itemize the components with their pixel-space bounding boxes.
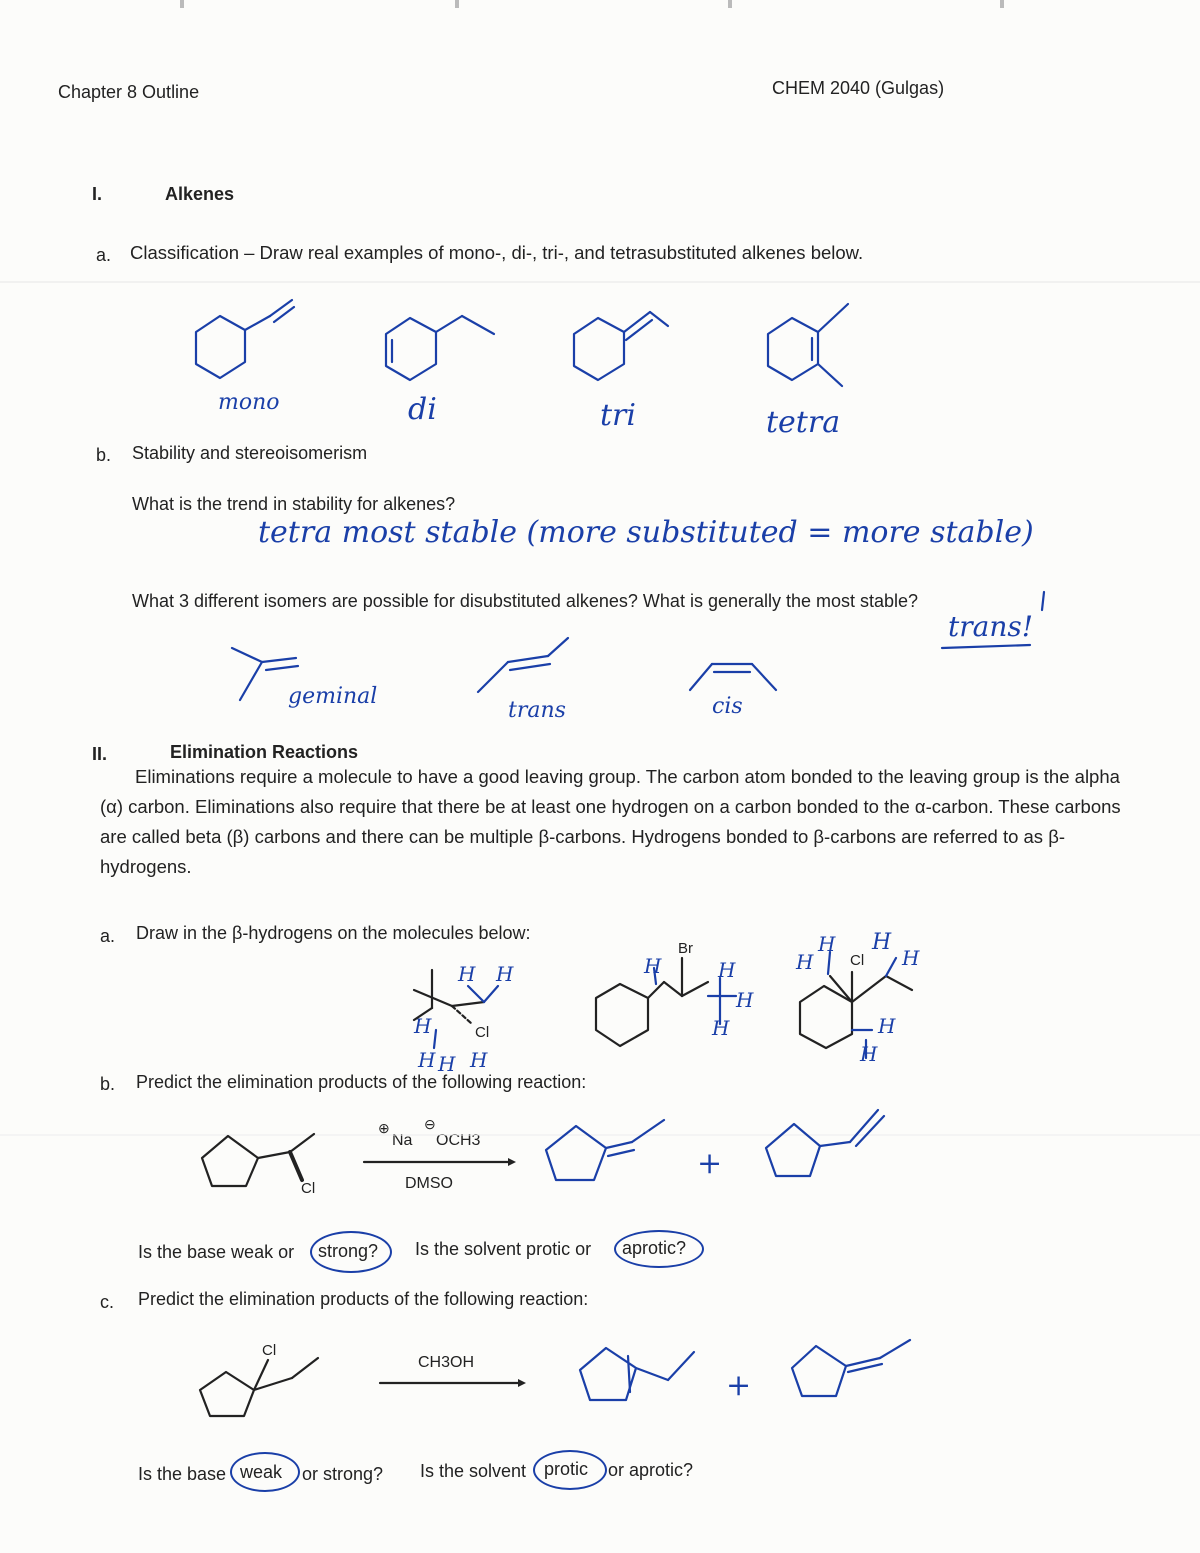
drawn-hydrogen: H	[736, 988, 754, 1012]
header-chapter: Chapter 8 Outline	[58, 82, 200, 102]
question-solvent-b: Is the solvent protic or	[415, 1239, 592, 1259]
drawn-hydrogen: H	[872, 930, 892, 955]
molecule-2-drawing	[596, 958, 708, 1046]
drawn-hydrogen: H	[796, 950, 814, 974]
atom-chlorine: Cl	[262, 1342, 277, 1359]
beta-hydrogen-prompt: Draw in the β-hydrogens on the molecules below:	[136, 923, 531, 943]
answer-solvent-b: aprotic?	[622, 1238, 687, 1258]
section-title: Alkenes	[165, 184, 235, 204]
drawn-hydrogen: H	[418, 1048, 436, 1072]
plus-sign: +	[697, 1146, 723, 1181]
mono-alkene-drawing	[196, 300, 294, 378]
minus-charge: ⊖	[424, 1116, 436, 1132]
drawn-hydrogen: H	[644, 954, 662, 978]
label-tri: tri	[600, 398, 636, 433]
label-geminal: geminal	[288, 684, 378, 709]
di-alkene-drawing	[386, 316, 494, 380]
plus-charge: ⊕	[378, 1120, 390, 1136]
product-b1-drawing	[546, 1120, 664, 1180]
item-label: b.	[100, 1074, 116, 1094]
reaction-b-prompt: Predict the elimination products of the following reaction:	[136, 1072, 587, 1092]
section-numeral: I.	[92, 184, 103, 204]
geminal-drawing	[232, 648, 298, 700]
answer-base-b: strong?	[318, 1241, 379, 1261]
label-di: di	[408, 392, 437, 427]
label-trans: trans	[508, 698, 566, 723]
header-course: CHEM 2040 (Gulgas)	[772, 78, 945, 98]
elimination-intro: Eliminations require a molecule to have a good leaving group. The carbon atom bonded to the leaving group is the alpha (α) carbon. Eliminations also require that there be at least one hydrogen on a carbon bonded to the α-carbon. These carbons are called beta (β) carbons and there can be multiple β-carbons. Hydrogens bonded to β-carbons are referred to as β-hydrogens.	[100, 766, 1121, 877]
answer-base-c: weak	[240, 1462, 283, 1482]
item-label: a.	[96, 245, 112, 265]
drawn-hydrogen: H	[860, 1042, 878, 1066]
item-label: c.	[100, 1292, 115, 1312]
item-label: a.	[100, 926, 116, 946]
drawn-hydrogen: H	[712, 1016, 730, 1040]
reagent-methanol: CH3OH	[418, 1354, 475, 1371]
answer-trend: tetra most stable (more substituted = more stable)	[258, 515, 1034, 550]
atom-chlorine: Cl	[301, 1180, 316, 1197]
drawn-hydrogen: H	[902, 946, 920, 970]
answer-trans: trans!	[948, 610, 1033, 643]
section-title: Elimination Reactions	[170, 742, 359, 762]
question-solvent-c-end: or aprotic?	[608, 1460, 694, 1480]
stability-heading: Stability and stereoisomerism	[132, 443, 368, 463]
item-label: b.	[96, 445, 112, 465]
atom-bromine: Br	[678, 940, 693, 957]
reactant-c-drawing	[200, 1358, 318, 1416]
atom-chlorine: Cl	[475, 1024, 490, 1041]
solvent-dmso: DMSO	[405, 1175, 453, 1192]
cis-drawing	[690, 664, 776, 690]
product-c1-drawing	[580, 1348, 694, 1400]
tri-alkene-drawing	[574, 312, 668, 380]
drawn-hydrogen: H	[414, 1014, 432, 1038]
atom-chlorine: Cl	[850, 952, 865, 969]
reagent-sodium: Na	[392, 1132, 413, 1149]
reagent-methoxide: OCH3	[436, 1132, 481, 1149]
drawn-hydrogen: H	[496, 962, 514, 986]
section-numeral: II.	[92, 744, 108, 764]
label-tetra: tetra	[766, 405, 841, 440]
classification-prompt: Classification – Draw real examples of mono-, di-, tri-, and tetrasubstituted alkenes below.	[130, 242, 864, 263]
question-solvent-c: Is the solvent	[420, 1461, 527, 1481]
molecule-1-drawing	[414, 970, 484, 1024]
molecule-3-drawing	[800, 972, 912, 1048]
answer-solvent-c: protic	[544, 1459, 589, 1479]
label-cis: cis	[712, 694, 743, 719]
drawn-hydrogen: H	[718, 958, 736, 982]
drawn-hydrogen: H	[818, 932, 836, 956]
drawn-hydrogen: H	[438, 1052, 456, 1076]
product-b2-drawing	[766, 1110, 884, 1176]
tetra-alkene-drawing	[768, 304, 848, 386]
product-c2-drawing	[792, 1340, 910, 1396]
plus-sign: +	[726, 1368, 752, 1403]
trans-drawing	[478, 638, 568, 692]
drawn-hydrogen: H	[470, 1048, 488, 1072]
question-isomers: What 3 different isomers are possible for disubstituted alkenes? What is generally the most stable?	[132, 591, 919, 611]
drawn-hydrogen: H	[458, 962, 476, 986]
reactant-b-drawing	[202, 1134, 314, 1186]
question-base-c: Is the base	[138, 1464, 227, 1484]
label-mono: mono	[218, 390, 280, 415]
question-base-c-end: or strong?	[302, 1464, 384, 1484]
reaction-c-prompt: Predict the elimination products of the following reaction:	[138, 1289, 589, 1309]
question-base-b: Is the base weak or	[138, 1242, 295, 1262]
question-trend: What is the trend in stability for alkenes?	[132, 494, 456, 514]
drawn-hydrogen: H	[878, 1014, 896, 1038]
